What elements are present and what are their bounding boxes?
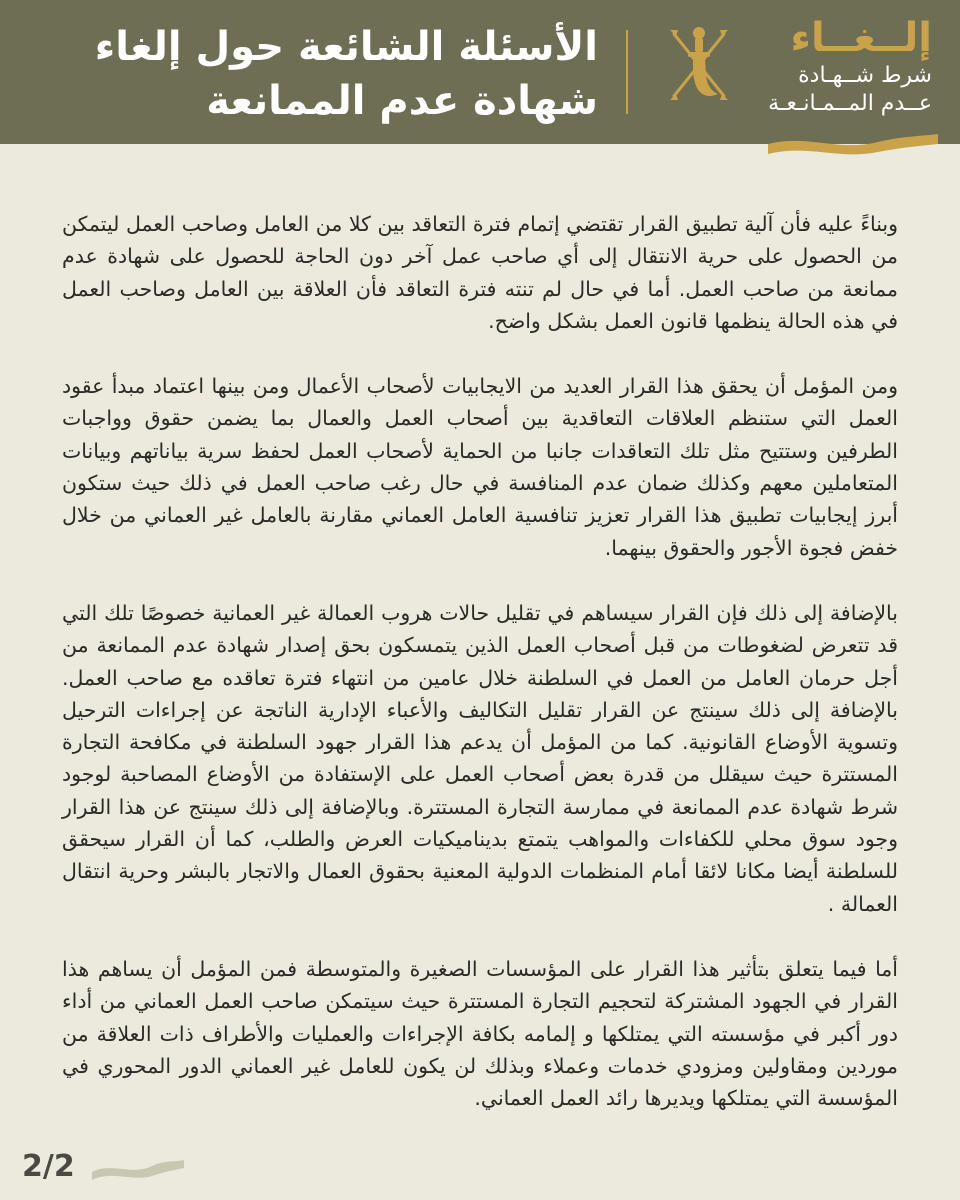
gold-ribbon-decoration [768,132,938,158]
header-banner [0,0,960,144]
page-title-line1: الأسئلة الشائعة حول إلغاء [94,24,598,70]
brand-main-text: إلــغــاء [790,15,932,61]
footer-ribbon-decoration [92,1158,184,1180]
brand-logo [732,14,932,118]
paragraph: وبناءً عليه فأن آلية تطبيق القرار تقتضي إتمام فترة التعاقد بين كلا من العامل وصاحب العمل ليتمكن من الحصول على حرية الانتقال إلى أي صاحب عمل آخر دون الحاجة للحصول على شهادة عدم ممانعة من صاحب العمل. أما في حال لم تنته فترة التعاقد فأن العلاقة بين العامل وصاحب العمل في هذه الحالة ينظمها قانون العمل بشكل واضح. [62,212,898,333]
page-title [38,20,598,128]
article-body [62,208,898,1114]
page-number: 2/2 [22,1149,75,1184]
paragraph: أما فيما يتعلق بتأثير هذا القرار على المؤسسات الصغيرة والمتوسطة فمن المؤمل أن يساهم هذا القرار في الجهود المشتركة لتحجيم التجارة المستترة حيث سيتمكن صاحب العمل العماني من أداء دور أكبر في مؤسسته التي يمتلكها و إلمامه بكافة الإجراءات والعمليات والأطراف ذات العلاقة من موردين ومقاولين ومزودي خدمات وعملاء وبذلك لن يكون للعامل غير العماني الدور المحوري في المؤسسة التي يمتلكها ويديرها رائد العمل العماني. [62,956,898,1111]
oman-khanjar-emblem-icon [664,22,734,108]
page-title-line2: شهادة عدم الممانعة [206,78,598,124]
paragraph: بالإضافة إلى ذلك فإن القرار سيساهم في تقليل حالات هروب العمالة غير العمانية خصوصًا تلك التي قد تتعرض لضغوطات من قبل أصحاب العمل الذين يتمسكون بحق إصدار شهادة عدم الممانعة من أجل حرمان العامل من العمل في السلطنة خلال عامين من انتهاء فترة تعاقده مع صاحب العمل. بالإضافة إلى ذلك سينتج عن القرار تقليل التكاليف والأعباء الإدارية الناتجة عن إجراءات الترحيل وتسوية الأوضاع القانونية. كما من المؤمل أن يدعم هذا القرار جهود السلطنة في مكافحة التجارة المستترة حيث سيقلل من قدرة بعض أصحاب العمل على الإستفادة من الأوضاع المصاحبة لوجود شرط شهادة عدم الممانعة في ممارسة التجارة المستترة. وبالإضافة إلى ذلك سينتج عن هذا القرار وجود سوق محلي للكفاءات والمواهب يتمتع بديناميكيات العرض والطلب، كما أن القرار سيحقق للسلطنة أيضا مكانا لائقا أمام المنظمات الدولية المعنية بحقوق العمال والاتجار بالبشر وحرية انتقال العمالة . [62,600,898,916]
brand-subtitle-line1: شرط شــهـادة [798,63,932,88]
brand-subtitle-line2: عــدم المــمـانـعـة [768,91,932,116]
header-divider [626,30,628,114]
paragraph: ومن المؤمل أن يحقق هذا القرار العديد من الايجابيات لأصحاب الأعمال ومن بينها اعتماد مبدأ عقود العمل التي ستنظم العلاقات التعاقدية بين أصحاب العمل والعمال بما يضمن حقوق وواجبات الطرفين وستتيح مثل تلك التعاقدات جانبا من الحماية لأصحاب العمل لحفظ سرية بياناتهم وبيانات المتعاملين معهم وكذلك ضمان عدم المنافسة في حال رغب صاحب العمل في ذلك حيث ستكون أبرز إيجابيات تطبيق هذا القرار تعزيز تنافسية العامل العماني مقارنة بالعامل غير العماني من خلال خفض فجوة الأجور والحقوق بينهما. [62,374,898,560]
